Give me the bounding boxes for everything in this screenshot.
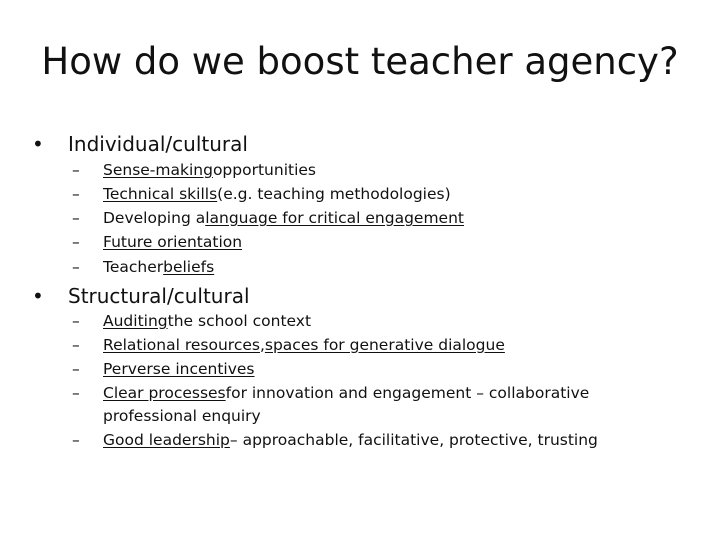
section-heading-individual xyxy=(32,132,248,156)
list-item-underlined: Clear processes xyxy=(103,384,226,402)
list-item xyxy=(72,209,464,227)
slide-title: How do we boost teacher agency? xyxy=(41,40,679,83)
list-item xyxy=(72,360,255,378)
dash-icon: – xyxy=(72,360,80,378)
dash-icon: – xyxy=(72,431,80,449)
list-item-text: (e.g. teaching methodologies) xyxy=(217,185,451,203)
list-item xyxy=(72,384,589,402)
list-item-text: , xyxy=(259,336,265,354)
section-heading-label: Individual/cultural xyxy=(68,132,248,156)
dash-icon: – xyxy=(72,185,80,203)
section-heading-label: Structural/cultural xyxy=(68,284,250,308)
dash-icon: – xyxy=(72,233,80,251)
list-item xyxy=(72,312,311,330)
bullet-icon: • xyxy=(32,284,44,308)
list-item xyxy=(72,431,598,449)
list-item xyxy=(72,185,451,203)
dash-icon: – xyxy=(72,384,80,402)
list-item-underlined: Future orientation xyxy=(103,233,243,251)
dash-icon: – xyxy=(72,312,80,330)
list-item-underlined: Relational resources xyxy=(103,336,260,354)
dash-icon: – xyxy=(72,258,80,276)
list-item-underlined: spaces for generative dialogue xyxy=(264,336,505,354)
dash-icon: – xyxy=(72,209,80,227)
list-item-text: Teacher xyxy=(103,258,164,276)
dash-icon: – xyxy=(72,161,80,179)
list-item-text: – approachable, facilitative, protective, trusting xyxy=(229,431,598,449)
list-item-text: for innovation and engagement – collaborative xyxy=(225,384,590,402)
list-item-underlined: Technical skills xyxy=(103,185,218,203)
section-heading-structural xyxy=(32,284,250,308)
list-item xyxy=(72,258,214,276)
list-item xyxy=(72,336,505,354)
list-item-underlined: Perverse incentives xyxy=(103,360,255,378)
list-item-underlined: Sense-making xyxy=(103,161,213,179)
list-item-text: Developing a xyxy=(103,209,206,227)
list-item xyxy=(72,161,316,179)
list-item-text: opportunities xyxy=(212,161,316,179)
list-item-underlined: Good leadership xyxy=(103,431,230,449)
bullet-icon: • xyxy=(32,132,44,156)
list-item-underlined: Auditing xyxy=(103,312,168,330)
list-item xyxy=(72,233,242,251)
list-item-text: the school context xyxy=(167,312,312,330)
list-item-underlined: language for critical engagement xyxy=(205,209,464,227)
dash-icon: – xyxy=(72,336,80,354)
list-item-underlined: beliefs xyxy=(163,258,215,276)
list-item-continuation: professional enquiry xyxy=(103,407,261,425)
